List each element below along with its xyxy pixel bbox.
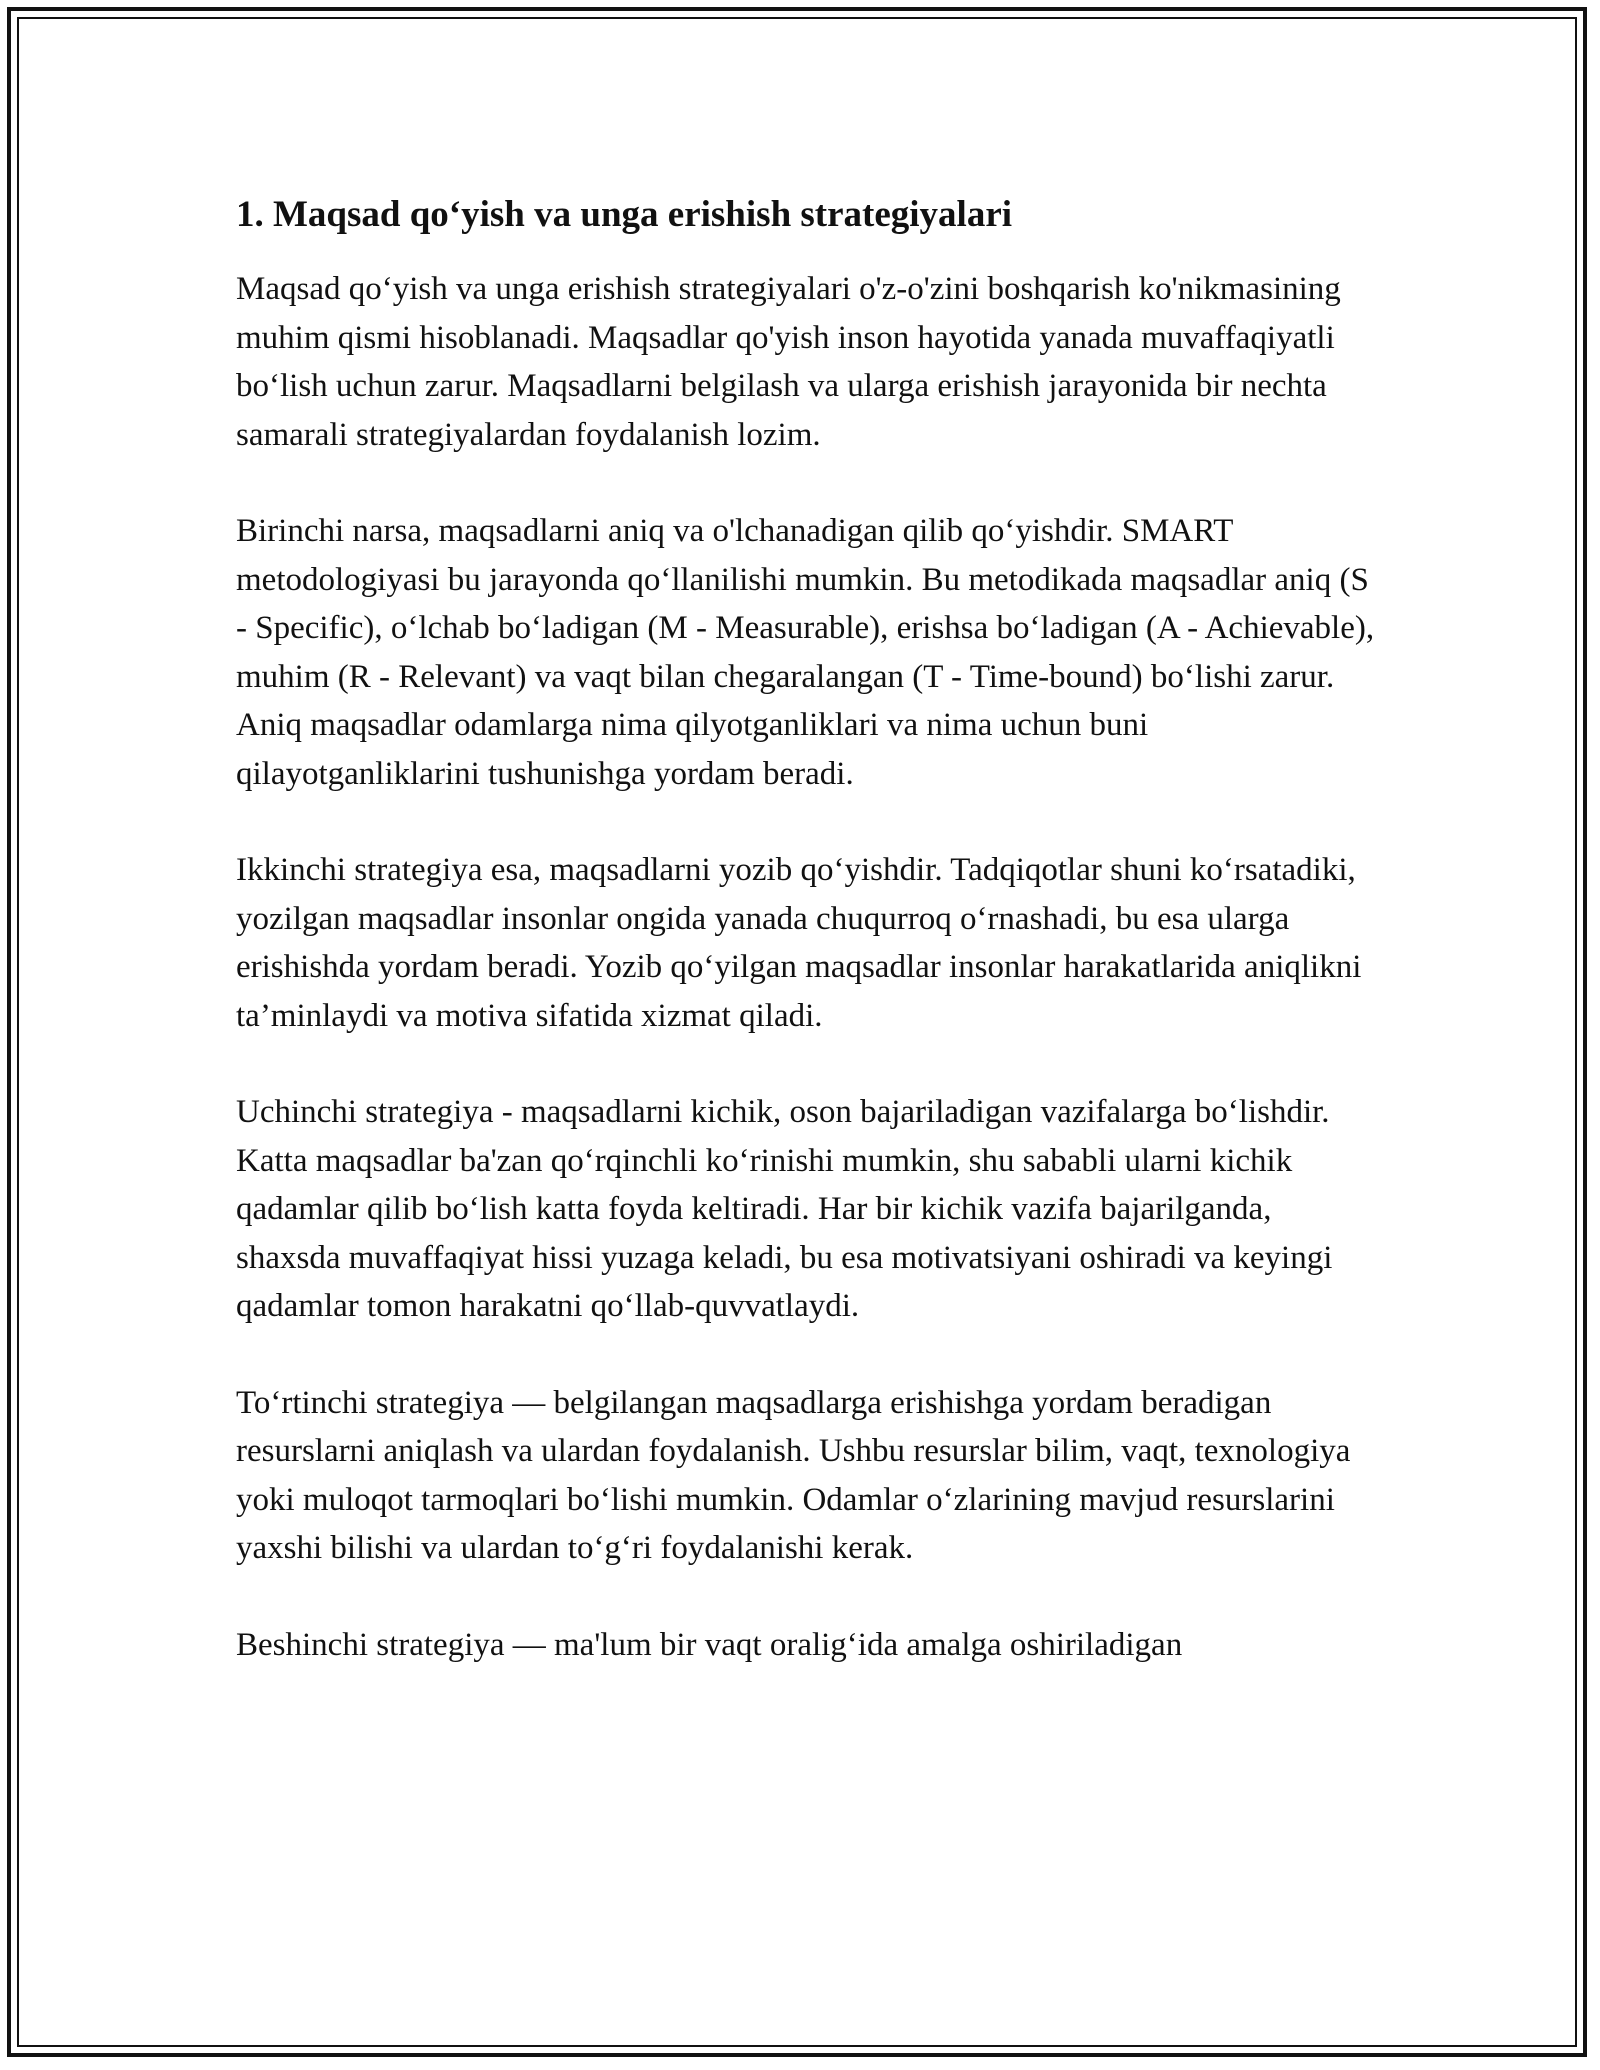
paragraph-third-strategy: Uchinchi strategiya - maqsadlarni kichik, oson bajariladigan vazifalarga bo‘lishdir. Katta maqsadlar ba'zan qo‘rqinchli ko‘rinishi mumkin, shu sababli ularni kichik qadamlar qilib bo‘lish katta foyda keltiradi. Har bir kichik vazifa bajarilganda, shaxsda muvaffaqiyat hissi yuzaga keladi, bu esa motivatsiyani oshiradi va keyingi qadamlar tomon harakatni qo‘llab-quvvatlaydi. <box>236 1094 1333 1324</box>
paragraph-fourth-strategy: To‘rtinchi strategiya — belgilangan maqsadlarga erishishga yordam beradigan resurslarni aniqlash va ulardan foydalanish. Ushbu resurslar bilim, vaqt, texnologiya yoki muloqot tarmoqlari bo‘lishi mumkin. Odamlar o‘zlarining mavjud resurslarini yaxshi bilishi va ulardan to‘g‘ri foydalanishi kerak. <box>236 1384 1351 1566</box>
document-body <box>236 187 1376 1717</box>
section-heading: 1. Maqsad qo‘yish va unga erishish strategiyalari <box>236 194 1013 235</box>
paragraph-first-strategy: Birinchi narsa, maqsadlarni aniq va o'lchanadigan qilib qo‘yishdir. SMART metodologiyasi bu jarayonda qo‘llanilishi mumkin. Bu metodikada maqsadlar aniq (S - Specific), o‘lchab bo‘ladigan (M - Measurable), erishsa bo‘ladigan (A - Achievable), muhim (R - Relevant) va vaqt bilan chegaralangan (T - Time-bound) bo‘lishi zarur. Aniq maqsadlar odamlarga nima qilyotganliklari va nima uchun buni qilayotganliklarini tushunishga yordam beradi. <box>236 513 1375 792</box>
paragraph-intro: Maqsad qo‘yish va unga erishish strategiyalari o'z-o'zini boshqarish ko'nikmasining muhim qismi hisoblanadi. Maqsadlar qo'yish inson hayotida yanada muvaffaqiyatli bo‘lish uchun zarur. Maqsadlarni belgilash va ularga erishish jarayonida bir nechta samarali strategiyalardan foydalanish lozim. <box>236 271 1341 453</box>
paragraph-fifth-strategy: Beshinchi strategiya — ma'lum bir vaqt oralig‘ida amalga oshiriladigan <box>236 1626 1183 1663</box>
paragraph-second-strategy: Ikkinchi strategiya esa, maqsadlarni yozib qo‘yishdir. Tadqiqotlar shuni ko‘rsatadiki, yozilgan maqsadlar insonlar ongida yanada chuqurroq o‘rnashadi, bu esa ularga erishishda yordam beradi. Yozib qo‘yilgan maqsadlar insonlar harakatlarida aniqlikni ta’minlaydi va motiva sifatida xizmat qiladi. <box>236 852 1362 1034</box>
